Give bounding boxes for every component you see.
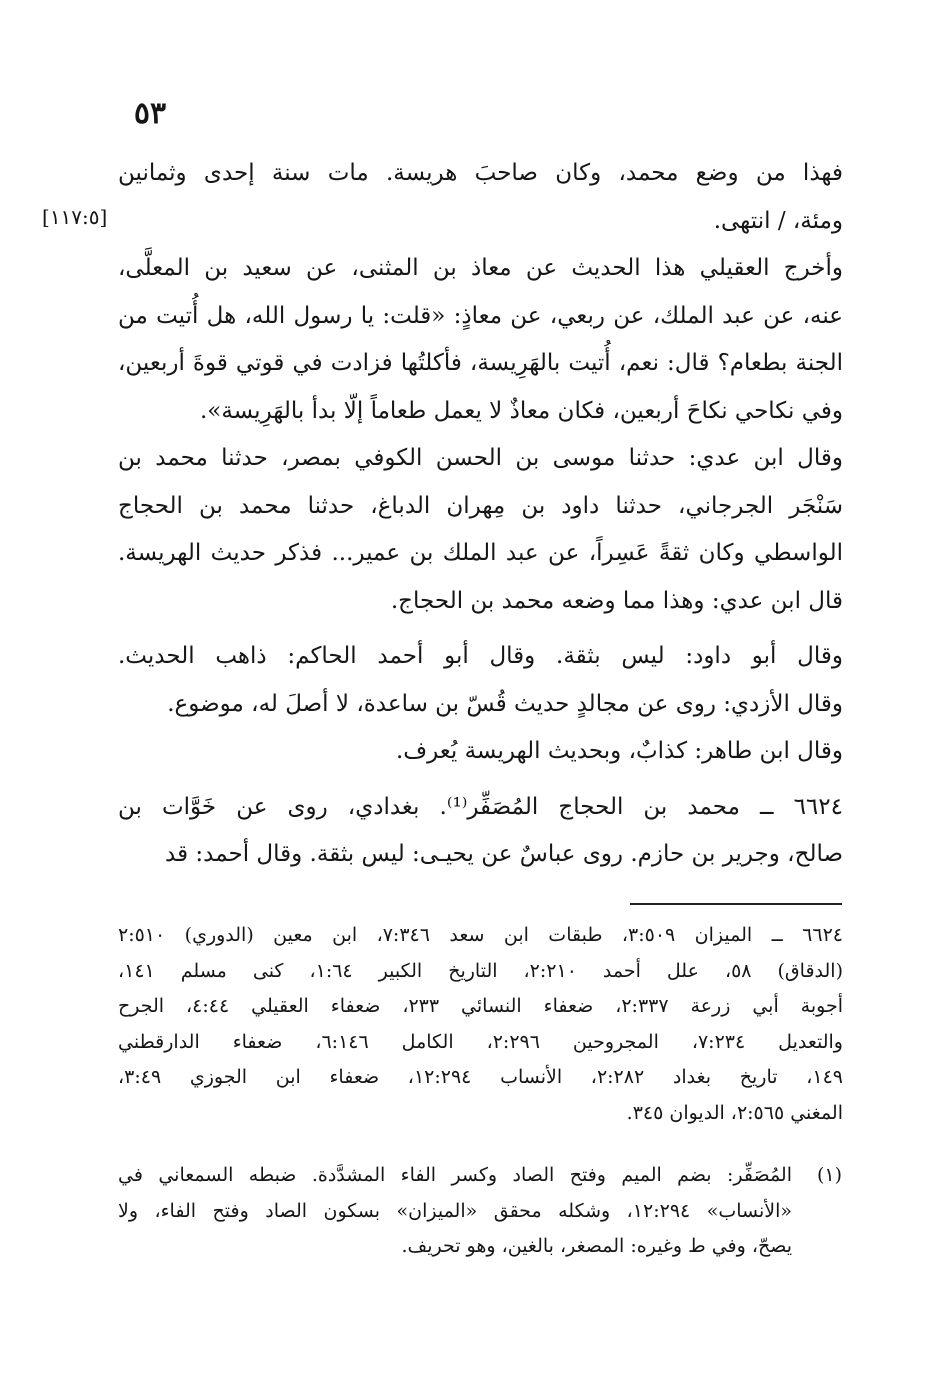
text-line: عنه، عن عبد الملك، عن ربعي، عن معاذٍ: «قلت: يا رسول الله، هل أُتيت من <box>118 302 843 329</box>
sources-line: ٦٦٢٤ ــ الميزان ٣:٥٠٩، طبقات ابن سعد ٧:٣٤٦، ابن معين (الدوري) ٢:٥١٠ <box>118 924 843 946</box>
main-text <box>118 150 843 879</box>
sources-line: المغني ٢:٥٦٥، الديوان ٣٤٥. <box>626 1101 843 1124</box>
sources-line: ١٤٩، تاريخ بغداد ٢:٢٨٢، الأنساب ١٢:٢٩٤، ضعفاء ابن الجوزي ٣:٤٩، <box>118 1066 843 1088</box>
paragraph-gap <box>118 625 843 633</box>
footnote-line: «الأنساب» ١٢:٢٩٤، وشكله محقق «الميزان» بسكون الصاد وفتح الفاء، ولا <box>118 1199 792 1222</box>
page-number: ٥٣ <box>133 96 167 131</box>
text-line: قال ابن عدي: وهذا مما وضعه محمد بن الحجاج. <box>390 587 843 614</box>
text-line: الواسطي وكان ثقةً عَسِراً، عن عبد الملك بن عمير... فذكر حديث الهريسة. <box>118 540 844 566</box>
text-line: صالح، وجرير بن حازم. روى عباسٌ عن يحيـى: ليس بثقة. وقال أحمد: قد <box>165 841 843 867</box>
sources-line: أجوبة أبي زرعة ٢:٣٣٧، ضعفاء النسائي ٢٣٣، ضعفاء العقيلي ٤:٤٤، الجرح <box>118 995 843 1017</box>
text-line: سَنْجَر الجرجاني، حدثنا داود بن مِهران الدباغ، حدثنا محمد بن الحجاج <box>118 492 843 519</box>
text-line: وقال الأزدي: روى عن مجالدٍ حديث قُسّ بن ساعدة، لا أصلَ له، موضوع. <box>167 690 843 717</box>
sources-note <box>118 918 843 1131</box>
margin-reference: [١١٧:٥] <box>42 205 108 229</box>
footnote-divider <box>630 903 842 905</box>
text-line: وقال أبو داود: ليس بثقة. وقال أبو أحمد الحاكم: ذاهب الحديث. <box>118 643 843 669</box>
text-line: وقال ابن طاهر: كذابٌ، وبحديث الهريسة يُعرف. <box>395 738 843 764</box>
paragraph-gap <box>118 776 843 784</box>
text-line: الجنة بطعام؟ قال: نعم، أُتيت بالهَرِيسة، فأكلتُها فزادت في قوتي قوةَ أربعين، <box>118 350 843 376</box>
text-line: وفي نكاحي نكاحَ أربعين، فكان معاذٌ لا يعمل طعاماً إلّا بدأ بالهَرِيسة». <box>199 397 843 424</box>
sources-line: (الدقاق) ٥٨، علل أحمد ٢:٢١٠، التاريخ الكبير ١:٦٤، كنى مسلم ١٤١، <box>118 959 843 982</box>
footnote-marker: (١) <box>816 1164 842 1186</box>
footnote-line: يصحّ، وفي ط وغيره: المصغر، بالغين، وهو تحريف. <box>401 1235 792 1257</box>
text-line: وأخرج العقيلي هذا الحديث عن معاذ بن المثنى، عن سعيد بن المعلَّى، <box>118 255 843 281</box>
text-line: وقال ابن عدي: حدثنا موسى بن الحسن الكوفي بمصر، حدثنا محمد بن <box>118 445 843 471</box>
footnote <box>118 1158 792 1265</box>
footnote-line: المُصَفِّر: بضم الميم وفتح الصاد وكسر الفاء المشدَّدة. ضبطه السمعاني في <box>118 1164 792 1186</box>
text-line: فهذا من وضع محمد، وكان صاحبَ هريسة. مات سنة إحدى وثمانين <box>118 160 843 186</box>
text-line: ومئة، / انتهى. <box>713 207 843 234</box>
text-line: ٦٦٢٤ ــ محمد بن الحجاج المُصَفِّر⁽¹⁾. بغدادي، روى عن خَوَّات بن <box>118 793 843 820</box>
sources-line: والتعديل ٧:٢٣٤، المجروحين ٢:٢٩٦، الكامل ٦:١٤٦، ضعفاء الدارقطني <box>118 1030 843 1053</box>
